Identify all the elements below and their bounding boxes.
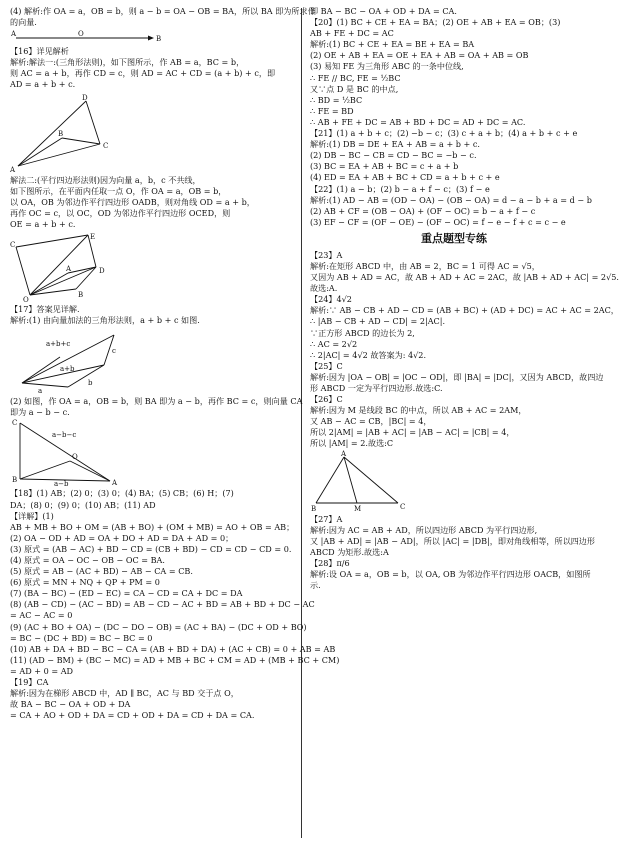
text-line: ∴ AB + FE + DC = AB + BD + DC = AD + DC = AC. (310, 116, 526, 127)
label-O: O (23, 296, 29, 305)
text-line: 解析:(1) BC + CE + EA = BE + EA = BA (310, 39, 475, 50)
text-line: 解析:因为在梯形 ABCD 中，AD ∥ BC，AC 与 BD 交于点 O， (10, 688, 239, 699)
text-line: OE = a + b + c. (10, 218, 76, 229)
text-line: 示. (310, 580, 321, 591)
section-q15-end (10, 6, 316, 28)
text-line: 所以 2|AM| = |AB + AC| = |AB − AC| = |CB| = 4， (310, 427, 515, 438)
text-line: AD = a + b + c. (10, 79, 76, 90)
label-B: B (156, 35, 162, 44)
text-line: 【25】C (310, 360, 343, 371)
text-line: AB + FE + DC = AC (310, 28, 394, 39)
text-line: 解析:设 OA = a，OB = b，以 OA, OB 为邻边作平行四边形 OACB，如图所 (310, 569, 591, 580)
label-b: b (88, 379, 93, 388)
figure-q17-diff (10, 419, 130, 487)
label-D: D (82, 93, 88, 102)
text-line: ∵正方形 ABCD 的边长为 2, (310, 327, 415, 338)
text-line: (2) OE + AB + EA = OE + EA + AB = OA + AB = OB (310, 50, 529, 61)
figure-q16-triangle (10, 92, 130, 174)
text-line: 则 AC = a + b，再作 CD = c，则 AD = AC + CD = (a + b) + c，即 (10, 68, 276, 79)
label-A: A (341, 449, 347, 458)
text-line: 以 OA，OB 为邻边作平行四边形 OADB，则对角线 OD = a + b， (10, 196, 255, 207)
text-line: ∴ 2|AC| = 4√2 故答案为: 4√2. (310, 349, 427, 360)
text-line: 【19】CA (10, 677, 49, 687)
text-line: ∴ |AB − CB + AD − CD| = 2|AC|. (310, 316, 446, 327)
section-q17-part2 (10, 396, 303, 418)
text-line: 的向量. (10, 17, 37, 28)
text-line: 【28】π/6 (310, 557, 350, 568)
text-line: DA；(8) 0；(9) 0；(10) AB；(11) AD (10, 499, 156, 510)
text-line: 所以 |AM| = 2.故选:C (310, 438, 394, 449)
label-C: C (103, 141, 109, 150)
label-E: E (90, 233, 96, 242)
text-line: AB + MB + BO + OM = (AB + BO) + (OM + MB) = AO + OB = AB； (10, 521, 295, 532)
text-line: 【26】C (310, 394, 343, 405)
text-line: (2) AB + CF = (OB − OA) + (OF − OC) = b − a + f − c (310, 205, 536, 216)
label-O: O (78, 30, 84, 39)
label-B: B (58, 129, 64, 138)
label-M: M (354, 504, 362, 513)
text-line: (8) (AB − CD) − (AC − BD) = AB − CD − AC + BD = AB + BD + DC − AC (10, 599, 315, 610)
text-line: (2) DB − BC − CB = CD − BC = −b − c. (310, 150, 477, 161)
text-line: (10) AB + DA + BD − BC − CA = (AB + BD + DA) + (AC + CB) = 0 + AB = AB (10, 643, 336, 654)
label-A: A (11, 30, 17, 39)
text-line: ∴ AC = 2√2 (310, 338, 358, 349)
text-line: ∴ FE = BD (310, 105, 354, 116)
text-line: 解析:因为 M 是线段 BC 的中点，所以 AB + AC = 2AM， (310, 405, 527, 416)
right-column (310, 6, 619, 591)
section-q21 (310, 128, 598, 183)
text-line: 【27】A (310, 513, 343, 524)
label-a: a (38, 387, 43, 396)
text-line: 解析:(1) AD − AB = (OD − OA) − (OB − OA) = d − a − b + a = d − b (310, 194, 592, 205)
label-c: c (112, 347, 116, 356)
text-line: 【23】A (310, 249, 343, 260)
text-line: 【22】(1) a − b；(2) b − a + f − c；(3) f − e (310, 183, 490, 194)
label-ab: a−b (54, 480, 69, 489)
label-A: A (66, 265, 72, 274)
text-line: 解析:(1) 由向量加法的三角形法则，a + b + c 如图. (10, 315, 200, 326)
text-line: 解析:因为 AC = AB + AD，所以四边形 ABCD 为平行四边形, (310, 524, 538, 535)
text-line: 又∵点 D 是 BC 的中点, (310, 83, 399, 94)
label-O: O (72, 453, 78, 462)
text-line: 解析:(1) DB = DE + EA + AB = a + b + c. (310, 139, 481, 150)
text-line: (4) 原式 = OA − OC − OB − OC = BA. (10, 554, 165, 565)
text-line: = CA + AO + OD + DA = CD + OD + DA = CD + DA = CA. (10, 710, 255, 721)
text-line: 解析:因为 |OA − OB| = |OC − OD|，即 |BA| = |DC|，又因为 ABCD，故四边 (310, 371, 604, 382)
section-q16 (10, 46, 293, 90)
text-line: (2) OA − OD + AD = OA + DO + AD = DA + AD = 0； (10, 532, 234, 543)
section-q23-q26 (310, 249, 619, 450)
section-q22 (310, 184, 598, 228)
section-q27-q28 (310, 514, 598, 592)
text-line: 【20】(1) BC + CE + EA = BA；(2) OE + AB + EA = OB；(3) (310, 17, 561, 28)
label-C: C (12, 419, 18, 428)
text-line: (2) 如图，作 OA = a，OB = b，则 BA 即为 a − b，再作 BC = c，则向量 CA (10, 396, 303, 407)
label-B: B (12, 476, 18, 485)
text-line: (5) 原式 = AB − (AC + BD) − AB − CA = CB. (10, 566, 193, 577)
section-q17 (10, 304, 293, 326)
label-C: C (10, 241, 16, 250)
section-q16-method2 (10, 175, 293, 230)
text-line: 【详解】(1) (10, 510, 54, 521)
text-line: (3) EF − CF = (OF − OE) − (OF − OC) = f − e − f + c = c − e (310, 216, 566, 227)
text-line: 故选:A. (310, 283, 338, 294)
figure-line-AOB (10, 29, 160, 45)
text-line: = AC − AC = 0 (10, 610, 73, 621)
text-line: 解析:在矩形 ABCD 中，由 AB = 2，BC = 1 可得 AC = √5， (310, 260, 540, 271)
text-line: (3) 易知 FE 为三角形 ABC 的一条中位线, (310, 61, 464, 72)
text-line: ABCD 为矩形.故选:A (310, 546, 389, 557)
q19-end-line: 即 BA − BC − OA + OD + DA = CA. (310, 6, 457, 16)
text-line: 【21】(1) a + b + c；(2) −b − c；(3) c + a + b；(4) a + b + c + e (310, 128, 578, 139)
text-line: = BC − (DC + BD) = BC − BC = 0 (10, 632, 153, 643)
text-line: ∴ FE // BC, FE = ½BC (310, 72, 401, 83)
label-apb: a+b (60, 365, 75, 374)
label-B: B (311, 504, 317, 513)
text-line: 形 ABCD 一定为平行四边形.故选:C. (310, 383, 443, 393)
label-A: A (10, 165, 16, 174)
text-line: ∴ BD = ½BC (310, 94, 363, 105)
text-line: (6) 原式 = MN + NQ + QP + PM = 0 (10, 577, 160, 588)
label-sum: a+b+c (46, 340, 71, 349)
figure-q17-sum (10, 327, 130, 395)
text-line: 【16】详见解析 (10, 46, 69, 57)
text-line: 又 |AB + AD| = |AB − AD|，所以 |AC| = |DB|，即对角线相等，所以四边形 (310, 535, 595, 546)
label-B: B (78, 291, 84, 300)
text-line: (3) BC = EA + AB + BC = c + a + b (310, 161, 459, 172)
text-line: 再作 OC = c，以 OC，OD 为邻边作平行四边形 OCED，则 (10, 207, 231, 218)
label-C: C (400, 502, 406, 511)
text-line: (7) (BA − BC) − (ED − EC) = CA − CD = CA + DC = DA (10, 588, 243, 599)
label-D: D (99, 267, 105, 276)
text-line: 解析:∵ AB − CB + AD − CD = (AB + BC) + (AD + DC) = AC + AC = 2AC， (310, 305, 619, 316)
arrow-head (148, 36, 154, 41)
label-abc: a−b−c (52, 431, 77, 440)
text-line: (3) 原式 = (AB − AC) + BD − CD = (CB + BD) − CD = CD − CD = 0. (10, 543, 292, 554)
text-line: 即为 a − b − c. (10, 407, 70, 418)
text-line: (9) (AC + BO + OA) − (DC − DO − OB) = (AC + BA) − (DC + OD + BO) (10, 621, 307, 632)
text-line: 【17】答案见详解. (10, 304, 80, 315)
section-heading: 重点题型专练 (421, 231, 487, 245)
text-line: 解法二:(平行四边形法则)因为向量 a，b，c 不共线， (10, 174, 201, 185)
column-divider (301, 8, 302, 838)
figure-q16-parallelogram (10, 231, 130, 303)
text-line: 故 BA − BC − OA + OD + DA (10, 699, 131, 710)
text-line: (11) (AD − BM) + (BC − MC) = AD + MB + BC + CM = AD + (MB + BC + CM) (10, 654, 340, 665)
text-line: (4) ED = EA + AB + BC + CD = a + b + c + e (310, 172, 500, 183)
text-line: = AD + 0 = AD (10, 665, 74, 676)
text-line: 又 AB − AC = CB，|BC| = 4， (310, 416, 432, 427)
text-line: (4) 解析:作 OA = a，OB = b，则 a − b = OA − OB = BA，所以 BA 即为所求作 (10, 6, 316, 16)
text-line: 如下图所示，在平面内任取一点 O，作 OA = a，OB = b， (10, 185, 227, 196)
figure-q26-triangle (310, 451, 450, 513)
section-q20 (310, 17, 598, 128)
text-line: 【24】4√2 (310, 294, 352, 305)
text-line: 【18】(1) AB；(2) 0；(3) 0；(4) BA；(5) CB；(6) H；(7) (10, 488, 234, 499)
text-line: 解析:解法一:(三角形法则)，如下图所示，作 AB = a，BC = b， (10, 57, 245, 68)
text-line: 又因为 AB + AD = AC，故 AB + AD + AC = 2AC，故 |AB + AD + AC| = 2√5. (310, 272, 619, 283)
label-A: A (112, 479, 118, 488)
